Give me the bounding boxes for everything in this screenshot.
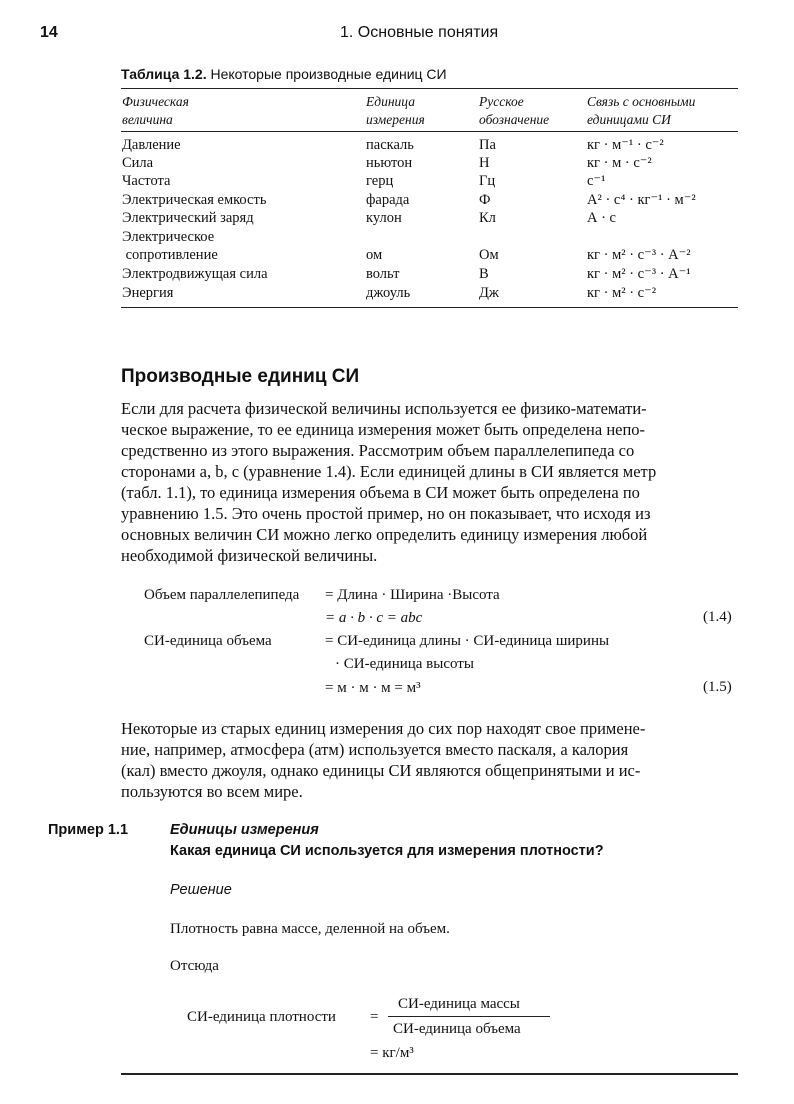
solution-text-hence: Отсюда: [170, 958, 219, 974]
table-header-rule: [121, 131, 738, 132]
example-label: Пример 1.1: [48, 822, 129, 838]
paragraph-derived-units: Если для расчета физической величины используется ее физико-математи- ческое выражение, то ее единица измерения может быть определена непо- средственно из этого выражения. Рассмотрим объем параллелепипеда со сторонами a, b, c (уравнение 1.4). Если единицей длины в СИ является метр (табл. 1.1), то единица измерения объема в СИ может быть определена по уравнению 1.5. Это очень простой пример, но он показывает, что исходя из основных величин СИ можно легко определить единицу измерения любой необходимой физической величины.: [121, 399, 657, 565]
equation-number: (1.4): [703, 609, 732, 625]
table-row: Электрическая емкость фарада Ф А² · с⁴ · кг⁻¹ · м⁻²: [122, 192, 696, 208]
formula-equals: =: [370, 1009, 379, 1025]
table-caption-label: Таблица 1.2.: [121, 66, 207, 82]
table-header-relation: Связь с основными единицами СИ: [587, 94, 696, 127]
page-number: 14: [40, 24, 58, 41]
table-row: Частота герц Гц с⁻¹: [122, 173, 606, 189]
table-row: Электрический заряд кулон Кл А · с: [122, 210, 616, 226]
equation-label-si-volume: СИ-единица объема: [144, 633, 272, 649]
table-row: сопротивление ом Ом кг · м² · с⁻³ · А⁻²: [122, 247, 691, 263]
formula-numerator: СИ-единица массы: [398, 996, 520, 1012]
formula-result: = кг/м³: [370, 1045, 414, 1061]
solution-text: Плотность равна массе, деленной на объем.: [170, 921, 450, 937]
table-row: Энергия джоуль Дж кг · м² · с⁻²: [122, 285, 657, 301]
formula-left: СИ-единица плотности: [187, 1009, 336, 1025]
table-bottom-rule: [121, 307, 738, 308]
equation-line: = СИ-единица длины · СИ-единица ширины: [325, 633, 610, 649]
equation-line: = a · b · c = abc: [325, 610, 423, 626]
table-caption-text: Некоторые производные единиц СИ: [210, 66, 447, 82]
table-header-unit: Единица измерения: [366, 94, 425, 127]
formula-denominator: СИ-единица объема: [393, 1021, 521, 1037]
fraction-bar: [388, 1016, 550, 1017]
section-title: Производные единиц СИ: [121, 366, 360, 387]
bottom-rule: [121, 1073, 738, 1075]
example-question: Какая единица СИ используется для измерения плотности?: [170, 843, 604, 859]
equation-line: = Длина · Ширина ·Высота: [325, 587, 500, 603]
table-header-symbol: Русское обозначение: [479, 94, 550, 127]
equation-line: = м · м · м = м³: [325, 680, 421, 696]
table-row: Сила ньютон Н кг · м · с⁻²: [122, 155, 652, 171]
example-title: Единицы измерения: [170, 822, 319, 838]
table-row: Давление паскаль Па кг · м⁻¹ · с⁻²: [122, 137, 664, 153]
chapter-title: 1. Основные понятия: [340, 24, 499, 41]
paragraph-old-units: Некоторые из старых единиц измерения до сих пор находят свое примене- ние, например, атмосфера (атм) используется вместо паскаля, а калория (кал) вместо джоуля, однако единицы СИ являются общепринятыми и ис- пользуются во всем мире.: [121, 719, 646, 801]
solution-label: Решение: [170, 882, 232, 898]
table-row: Электродвижущая сила вольт В кг · м² · с⁻³ · А⁻¹: [122, 266, 691, 282]
table-top-rule: [121, 88, 738, 89]
equation-line: · СИ-единица высоты: [335, 656, 474, 672]
table-caption: [121, 66, 447, 82]
table-row: Электрическое: [122, 229, 215, 245]
equation-number: (1.5): [703, 679, 732, 695]
table-header-quantity: Физическая величина: [122, 94, 189, 127]
equation-label-volume: Объем параллелепипеда: [144, 587, 300, 603]
